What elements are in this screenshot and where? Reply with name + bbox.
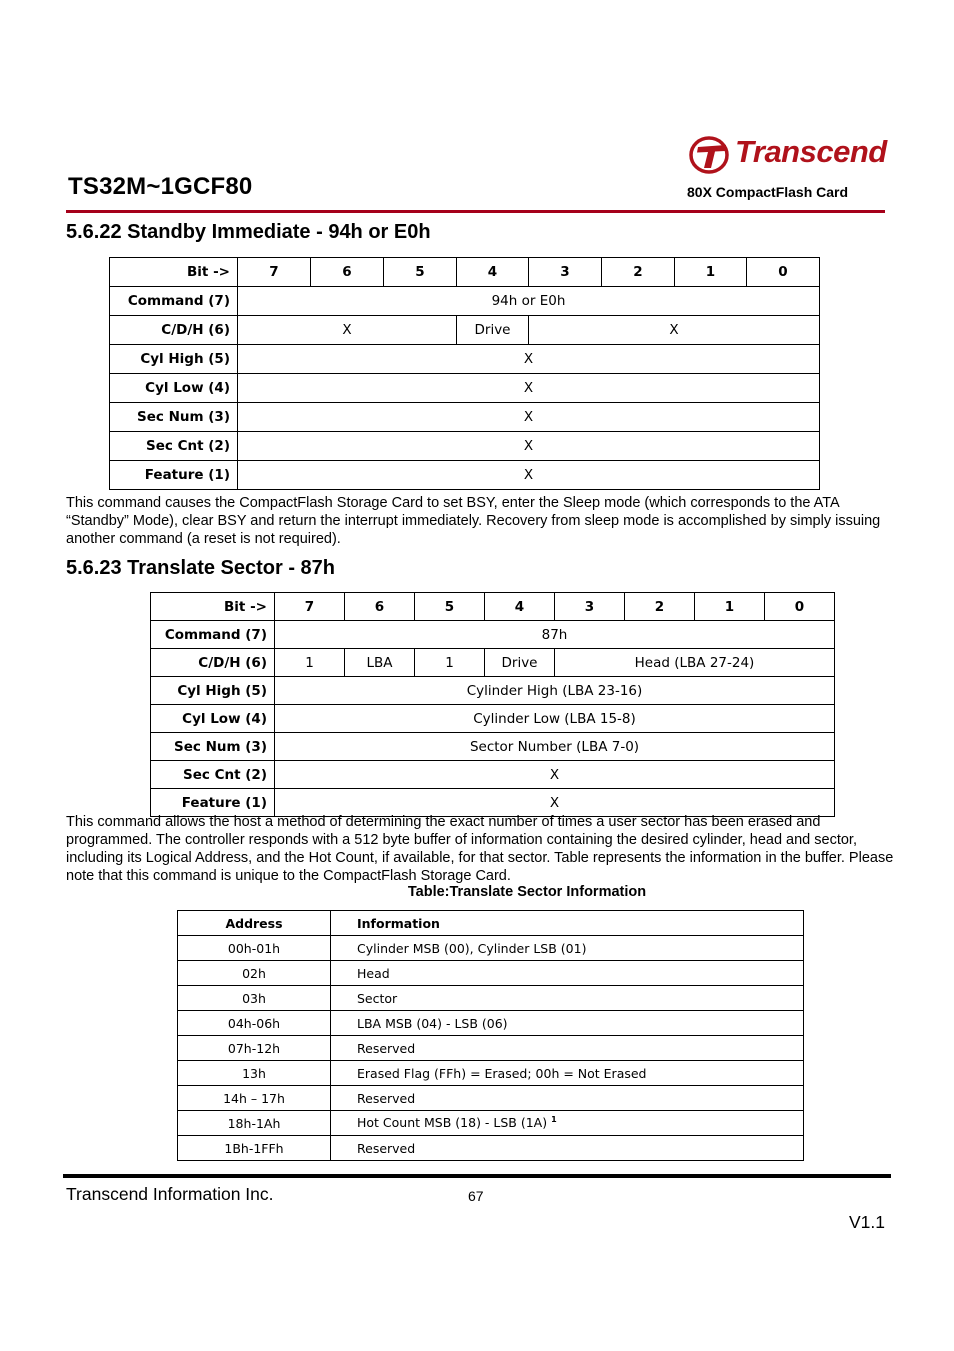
- address-cell: 04h-06h: [178, 1011, 331, 1036]
- transcend-logo-icon: [688, 135, 734, 175]
- address-cell: 03h: [178, 986, 331, 1011]
- info-cell: Reserved: [331, 1036, 804, 1061]
- column-header-information: Information: [331, 911, 804, 936]
- register-value: X: [238, 374, 820, 403]
- register-label: C/D/H (6): [110, 316, 238, 345]
- bit-0: 0: [765, 593, 835, 621]
- register-value: X: [238, 316, 457, 345]
- bit-5: 5: [384, 258, 457, 287]
- bit-6: 6: [311, 258, 384, 287]
- register-label: Sec Num (3): [151, 733, 275, 761]
- register-label: C/D/H (6): [151, 649, 275, 677]
- register-value: X: [238, 345, 820, 374]
- info-cell: Head: [331, 961, 804, 986]
- footnote-marker: 1: [551, 1115, 557, 1125]
- bit-7: 7: [275, 593, 345, 621]
- register-value: Sector Number (LBA 7-0): [275, 733, 835, 761]
- address-cell: 18h-1Ah: [178, 1111, 331, 1136]
- address-cell: 13h: [178, 1061, 331, 1086]
- register-value: X: [275, 789, 835, 817]
- translate-register-table: [150, 592, 835, 817]
- section-heading-standby: 5.6.22 Standby Immediate - 94h or E0h: [66, 221, 431, 243]
- address-cell: 00h-01h: [178, 936, 331, 961]
- register-value: X: [238, 432, 820, 461]
- column-header-address: Address: [178, 911, 331, 936]
- bit-4: 4: [485, 593, 555, 621]
- info-cell: Reserved: [331, 1086, 804, 1111]
- register-value: X: [529, 316, 820, 345]
- info-cell: LBA MSB (04) - LSB (06): [331, 1011, 804, 1036]
- info-cell: Cylinder MSB (00), Cylinder LSB (01): [331, 936, 804, 961]
- model-title: TS32M~1GCF80: [68, 173, 253, 200]
- footer-company: Transcend Information Inc.: [66, 1184, 274, 1204]
- info-table-caption: Table:Translate Sector Information: [407, 884, 647, 900]
- footer-divider: [63, 1174, 891, 1178]
- translate-description: This command allows the host a method of determining the exact number of times a user sector has been erased and programmed. The controller responds with a 512 byte buffer of information containing the desired cylinder, head and sector, including its Logical Address, and the Hot Count, if available, for that sector. Table represents the information in the buffer. Please note that this command is unique to the CompactFlash Storage Card.: [66, 814, 894, 884]
- bit-4: 4: [457, 258, 529, 287]
- bit-2: 2: [602, 258, 675, 287]
- page-number: 67: [468, 1188, 484, 1204]
- bit-6: 6: [345, 593, 415, 621]
- register-value: 87h: [275, 621, 835, 649]
- standby-register-table: [109, 257, 820, 490]
- register-value: X: [275, 761, 835, 789]
- register-value: 1: [275, 649, 345, 677]
- register-value: X: [238, 403, 820, 432]
- address-cell: 02h: [178, 961, 331, 986]
- register-label: Command (7): [110, 287, 238, 316]
- bit-header-label: Bit ->: [110, 258, 238, 287]
- register-value: 94h or E0h: [238, 287, 820, 316]
- section-heading-translate: 5.6.23 Translate Sector - 87h: [66, 557, 336, 579]
- register-value-head: Head (LBA 27-24): [555, 649, 835, 677]
- info-cell: Reserved: [331, 1136, 804, 1161]
- bit-header-label: Bit ->: [151, 593, 275, 621]
- bit-7: 7: [238, 258, 311, 287]
- product-line: 80X CompactFlash Card: [687, 184, 849, 200]
- header-divider: [66, 210, 885, 213]
- register-value: Cylinder High (LBA 23-16): [275, 677, 835, 705]
- register-label: Sec Cnt (2): [110, 432, 238, 461]
- register-value-drive: Drive: [485, 649, 555, 677]
- info-text: Hot Count MSB (18) - LSB (1A): [357, 1115, 548, 1131]
- register-value: X: [238, 461, 820, 490]
- address-cell: 1Bh-1FFh: [178, 1136, 331, 1161]
- register-label: Cyl Low (4): [110, 374, 238, 403]
- bit-2: 2: [625, 593, 695, 621]
- register-label: Feature (1): [110, 461, 238, 490]
- register-label: Feature (1): [151, 789, 275, 817]
- register-label: Sec Cnt (2): [151, 761, 275, 789]
- register-label: Sec Num (3): [110, 403, 238, 432]
- register-value: 1: [415, 649, 485, 677]
- register-label: Command (7): [151, 621, 275, 649]
- register-value-drive: Drive: [457, 316, 529, 345]
- document-version: V1.1: [849, 1212, 885, 1232]
- brand-name: Transcend: [735, 134, 887, 169]
- bit-3: 3: [529, 258, 602, 287]
- register-label: Cyl High (5): [110, 345, 238, 374]
- bit-3: 3: [555, 593, 625, 621]
- bit-1: 1: [695, 593, 765, 621]
- translate-info-table: [177, 910, 804, 1161]
- info-cell: Erased Flag (FFh) = Erased; 00h = Not Erased: [331, 1061, 804, 1086]
- register-value: LBA: [345, 649, 415, 677]
- register-label: Cyl Low (4): [151, 705, 275, 733]
- brand-logo: [688, 135, 734, 175]
- register-value: Cylinder Low (LBA 15-8): [275, 705, 835, 733]
- address-cell: 14h – 17h: [178, 1086, 331, 1111]
- register-label: Cyl High (5): [151, 677, 275, 705]
- bit-1: 1: [675, 258, 747, 287]
- standby-description: This command causes the CompactFlash Storage Card to set BSY, enter the Sleep mode (which corresponds to the ATA “Standby” Mode), clear BSY and return the interrupt immediately. Recovery from sleep mode is accomplished by simply issuing another command (a reset is not required).: [66, 495, 881, 547]
- info-cell: [331, 1111, 804, 1136]
- info-cell: Sector: [331, 986, 804, 1011]
- address-cell: 07h-12h: [178, 1036, 331, 1061]
- bit-0: 0: [747, 258, 820, 287]
- bit-5: 5: [415, 593, 485, 621]
